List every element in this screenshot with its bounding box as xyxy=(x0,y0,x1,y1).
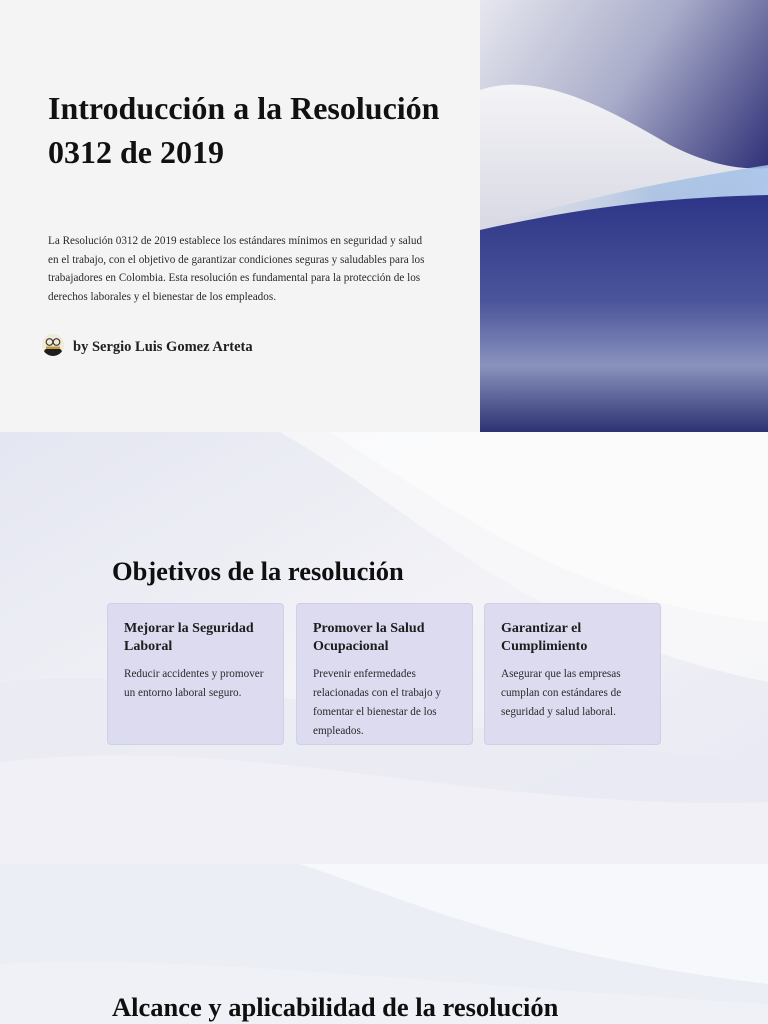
title-slide-text-panel xyxy=(0,0,480,432)
abstract-wave-image xyxy=(480,0,768,432)
objectives-heading: Objetivos de la resolución xyxy=(112,556,404,586)
objective-card-title: Promover la Salud Ocupacional xyxy=(313,621,425,654)
author-byline xyxy=(42,332,253,358)
objective-card-title: Garantizar el Cumplimiento xyxy=(501,621,588,654)
objective-card xyxy=(484,603,661,745)
objective-card-text: Asegurar que las empresas cumplan con estándares de seguridad y salud laboral. xyxy=(501,668,622,718)
scope-heading: Alcance y aplicabilidad de la resolución xyxy=(112,992,559,1022)
slide-intro-paragraph: La Resolución 0312 de 2019 establece los estándares mínimos en seguridad y salud en el trabajo, con el objetivo de garantizar condiciones seguras y saludables para los trabajadores en Colombia. Esta resolución es fundamental para la protección de los derechos laborales y el bienestar de los empleados. xyxy=(48,235,425,304)
objectives-slide xyxy=(0,432,768,864)
objective-card-text: Reducir accidentes y promover un entorno laboral seguro. xyxy=(124,668,264,699)
objective-card-text: Prevenir enfermedades relacionadas con el trabajo y fomentar el bienestar de los empleados. xyxy=(313,668,441,737)
slide-title: Introducción a la Resolución 0312 de 2019 xyxy=(48,90,440,170)
author-name: by Sergio Luis Gomez Arteta xyxy=(73,338,253,355)
title-slide xyxy=(0,0,768,432)
objective-card xyxy=(296,603,473,745)
objectives-cards xyxy=(107,603,662,747)
user-avatar-icon xyxy=(42,334,64,356)
scope-slide xyxy=(0,864,768,1024)
objective-card-title: Mejorar la Seguridad Laboral xyxy=(124,621,254,654)
objective-card xyxy=(107,603,284,745)
